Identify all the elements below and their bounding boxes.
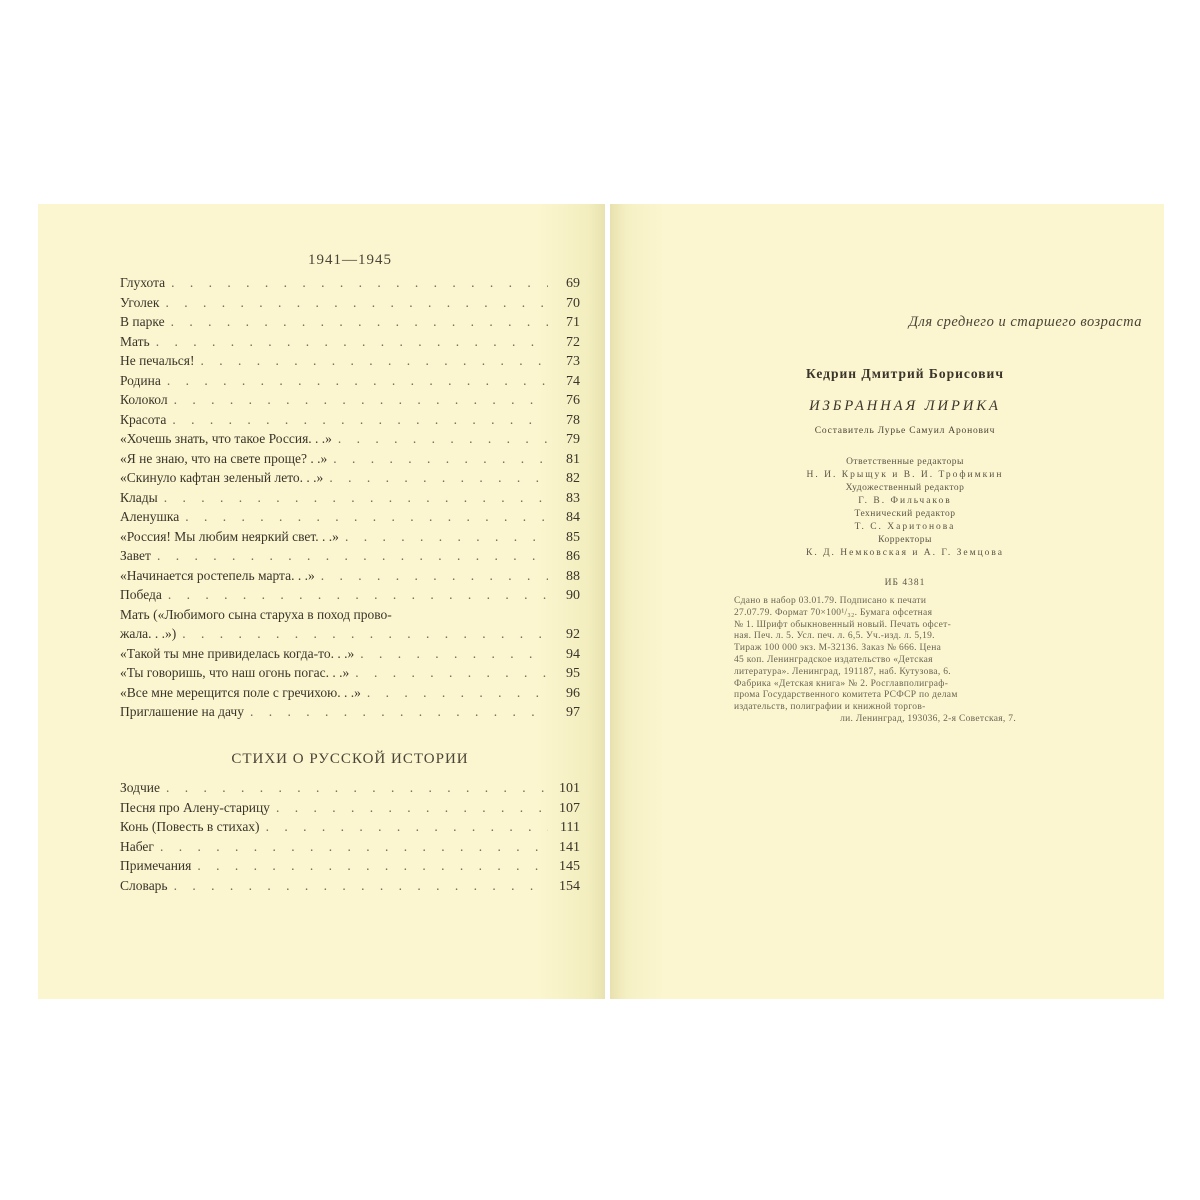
toc-entry-title: Клады — [120, 489, 158, 505]
printing-detail-line: ли. Ленинград, 193036, 2-я Советская, 7. — [840, 713, 1016, 724]
toc-entry-page: 78 — [566, 412, 580, 428]
toc-dot-leader — [182, 624, 548, 644]
toc-dot-leader — [329, 468, 548, 488]
toc-entry-title: Красота — [120, 411, 167, 427]
toc-list-1941-1945 — [120, 273, 580, 722]
toc-entry-title: Глухота — [120, 275, 166, 290]
toc-dot-leader — [156, 332, 548, 352]
credit-names: Н. И. Крыщук и В. И. Трофимкин — [806, 470, 1004, 480]
toc-entry-title: «Ты говоришь, что наш огонь погас. . .» — [120, 665, 350, 680]
toc-entry-title: Набег — [120, 838, 154, 854]
toc-dot-leader — [157, 546, 548, 566]
toc-entry — [120, 273, 580, 293]
toc-entry-page: 82 — [566, 471, 580, 486]
toc-dot-leader — [276, 798, 548, 818]
toc-entry — [120, 644, 580, 664]
toc-entry — [120, 798, 580, 818]
toc-entry-title: Уголек — [120, 294, 160, 310]
toc-entry-page: 154 — [559, 878, 580, 894]
toc-entry — [120, 856, 580, 876]
toc-dot-leader — [321, 566, 548, 586]
toc-entry — [120, 527, 580, 547]
toc-dot-leader — [166, 778, 548, 798]
toc-entry-page: 83 — [566, 490, 580, 506]
toc-dot-leader — [338, 429, 548, 449]
toc-entry-title: Зодчие — [120, 780, 160, 795]
printing-detail-line: 27.07.79. Формат 70×100¹/₃₂. Бумага офсетная — [734, 607, 933, 618]
toc-entry-title: В парке — [120, 314, 165, 329]
toc-entry-title: «Все мне мерещится поле с гречихою. . .» — [120, 684, 361, 700]
toc-entry-page: 84 — [566, 510, 580, 525]
toc-entry — [120, 507, 580, 527]
toc-dot-leader — [250, 702, 548, 722]
credit-role: Корректоры — [878, 535, 932, 545]
toc-entry-page: 95 — [566, 666, 580, 681]
toc-dot-leader — [201, 351, 549, 371]
toc-entry-page: 141 — [559, 839, 580, 855]
printing-detail-line: № 1. Шрифт обыкновенный новый. Печать офсет- — [734, 619, 952, 630]
toc-dot-leader — [185, 507, 548, 527]
toc-dot-leader — [197, 856, 548, 876]
toc-entry — [120, 351, 580, 371]
toc-entry-title: Аленушка — [120, 509, 180, 524]
toc-entry — [120, 546, 580, 566]
toc-entry-title: Песня про Алену-старицу — [120, 799, 270, 815]
toc-dot-leader — [172, 410, 548, 430]
imprint-block — [610, 204, 1164, 999]
toc-entry-page: 73 — [566, 354, 580, 369]
toc-entry-title: Колокол — [120, 392, 168, 407]
toc-entry-page: 145 — [559, 859, 580, 874]
printing-detail-line: издательств, полиграфии и книжной торгов- — [734, 702, 926, 713]
right-page — [610, 204, 1164, 999]
toc-dot-leader — [174, 876, 548, 896]
toc-entry — [120, 683, 580, 703]
printing-detail-line: Сдано в набор 03.01.79. Подписано к печати — [734, 596, 927, 606]
section-title-russian-history: СТИХИ О РУССКОЙ ИСТОРИИ — [231, 751, 469, 767]
toc-entry-title: «Начинается ростепель марта. . .» — [120, 567, 315, 583]
toc-entry-title: Примечания — [120, 858, 192, 873]
toc-entry-page: 88 — [566, 568, 580, 584]
toc-entry-page: 69 — [566, 276, 580, 291]
toc-entry — [120, 624, 580, 644]
book-title: ИЗБРАННАЯ ЛИРИКА — [809, 398, 1001, 414]
toc-dot-leader — [345, 527, 548, 547]
toc-entry — [120, 429, 580, 449]
toc-entry-page: 92 — [566, 627, 580, 642]
toc-entry-page: 79 — [566, 432, 580, 447]
toc-list-russian-history — [120, 778, 580, 895]
toc-entry-title: Мать («Любимого сына старуха в поход прово- — [120, 606, 392, 622]
toc-entry-title: жала. . .») — [120, 626, 177, 641]
toc-dot-leader — [160, 837, 548, 857]
toc-entry-page: 81 — [566, 451, 580, 467]
toc-entry-page: 70 — [566, 295, 580, 311]
toc-entry-page: 101 — [559, 781, 580, 796]
toc-dot-leader — [367, 683, 548, 703]
toc-entry-title: Приглашение на дачу — [120, 704, 244, 719]
toc-entry-title: Завет — [120, 548, 151, 563]
section-title-1941-1945: 1941—1945 — [308, 252, 392, 268]
printing-detail-line: Тираж 100 000 экз. М-32136. Заказ № 666. Цена — [734, 643, 942, 654]
toc-entry-title: Словарь — [120, 877, 168, 893]
toc-entry-page: 71 — [566, 315, 580, 330]
credit-names: Г. В. Фильчаков — [858, 496, 952, 506]
toc-entry — [120, 390, 580, 410]
toc-dot-leader — [171, 312, 548, 332]
toc-entry — [120, 293, 580, 313]
toc-entry-title: Мать — [120, 333, 150, 349]
toc-entry-page: 76 — [566, 393, 580, 408]
toc-entry — [120, 410, 580, 430]
toc-entry — [120, 585, 580, 605]
left-page — [38, 204, 605, 999]
toc-entry — [120, 605, 580, 625]
toc-entry — [120, 449, 580, 469]
toc-entry-title: «Такой ты мне привиделась когда-то. . .» — [120, 645, 355, 661]
printing-detail-line: ная. Печ. л. 5. Усл. печ. л. 6,5. Уч.-изд. л. 5,19. — [734, 631, 935, 642]
toc-dot-leader — [266, 817, 548, 837]
toc-entry-title: «Россия! Мы любим неяркий свет. . .» — [120, 528, 339, 544]
toc-dot-leader — [355, 663, 548, 683]
credit-role: Художественный редактор — [845, 483, 965, 493]
toc-dot-leader — [360, 644, 548, 664]
toc-entry — [120, 817, 580, 837]
toc-dot-leader — [168, 585, 548, 605]
toc-entry — [120, 566, 580, 586]
publication-code: ИБ 4381 — [884, 578, 926, 588]
printing-details — [734, 596, 1016, 726]
toc-dot-leader — [164, 488, 548, 508]
compiler-line: Составитель Лурье Самуил Аронович — [814, 426, 996, 436]
toc-entry — [120, 702, 580, 722]
toc-entry — [120, 663, 580, 683]
toc-dot-leader — [167, 371, 548, 391]
toc-dot-leader — [165, 293, 548, 313]
toc-entry-page: 111 — [560, 820, 580, 835]
toc-entry-title: «Скинуло кафтан зеленый лето. . .» — [120, 470, 324, 485]
author-name: Кедрин Дмитрий Борисович — [806, 366, 1004, 381]
toc-entry — [120, 312, 580, 332]
toc-entry-title: Конь (Повесть в стихах) — [120, 819, 260, 834]
credit-names: Т. С. Харитонова — [854, 522, 956, 532]
toc-entry-page: 96 — [566, 685, 580, 701]
toc-entry-title: Победа — [120, 587, 162, 602]
toc-entry-page: 94 — [566, 646, 580, 662]
toc-entry-page: 90 — [566, 588, 580, 603]
toc-dot-leader — [174, 390, 548, 410]
toc-entry — [120, 876, 580, 896]
toc-entry-title: Родина — [120, 372, 161, 388]
toc-entry — [120, 837, 580, 857]
toc-entry-page: 86 — [566, 549, 580, 564]
editorial-credits — [715, 456, 1095, 560]
printing-detail-line: прома Государственного комитета РСФСР по делам — [734, 690, 958, 701]
toc-entry-page: 74 — [566, 373, 580, 389]
audience-note: Для среднего и старшего возраста — [908, 314, 1142, 330]
toc-entry — [120, 778, 580, 798]
credit-role: Технический редактор — [854, 509, 956, 519]
toc-entry-title: «Я не знаю, что на свете проще? . .» — [120, 450, 328, 466]
toc-dot-leader — [333, 449, 548, 469]
toc-dot-leader — [171, 273, 548, 293]
toc-entry — [120, 468, 580, 488]
printing-detail-line: 45 коп. Ленинградское издательство «Детская — [734, 654, 933, 665]
toc-entry-page: 85 — [566, 529, 580, 545]
toc-entry — [120, 332, 580, 352]
printing-detail-line: литература». Ленинград, 191187, наб. Кутузова, 6. — [734, 666, 951, 677]
toc-entry — [120, 488, 580, 508]
credit-names: К. Д. Немковская и А. Г. Земцова — [805, 548, 1004, 558]
printing-detail-line: Фабрика «Детская книга» № 2. Росглавполиграф- — [734, 678, 949, 689]
toc-entry — [120, 371, 580, 391]
credit-role: Ответственные редакторы — [846, 457, 964, 467]
toc-entry-page: 107 — [559, 800, 580, 816]
toc-entry-title: Не печалься! — [120, 353, 195, 368]
toc-entry-page: 72 — [566, 334, 580, 350]
toc-entry-title: «Хочешь знать, что такое Россия. . .» — [120, 431, 332, 446]
toc-entry-page: 97 — [566, 705, 580, 720]
